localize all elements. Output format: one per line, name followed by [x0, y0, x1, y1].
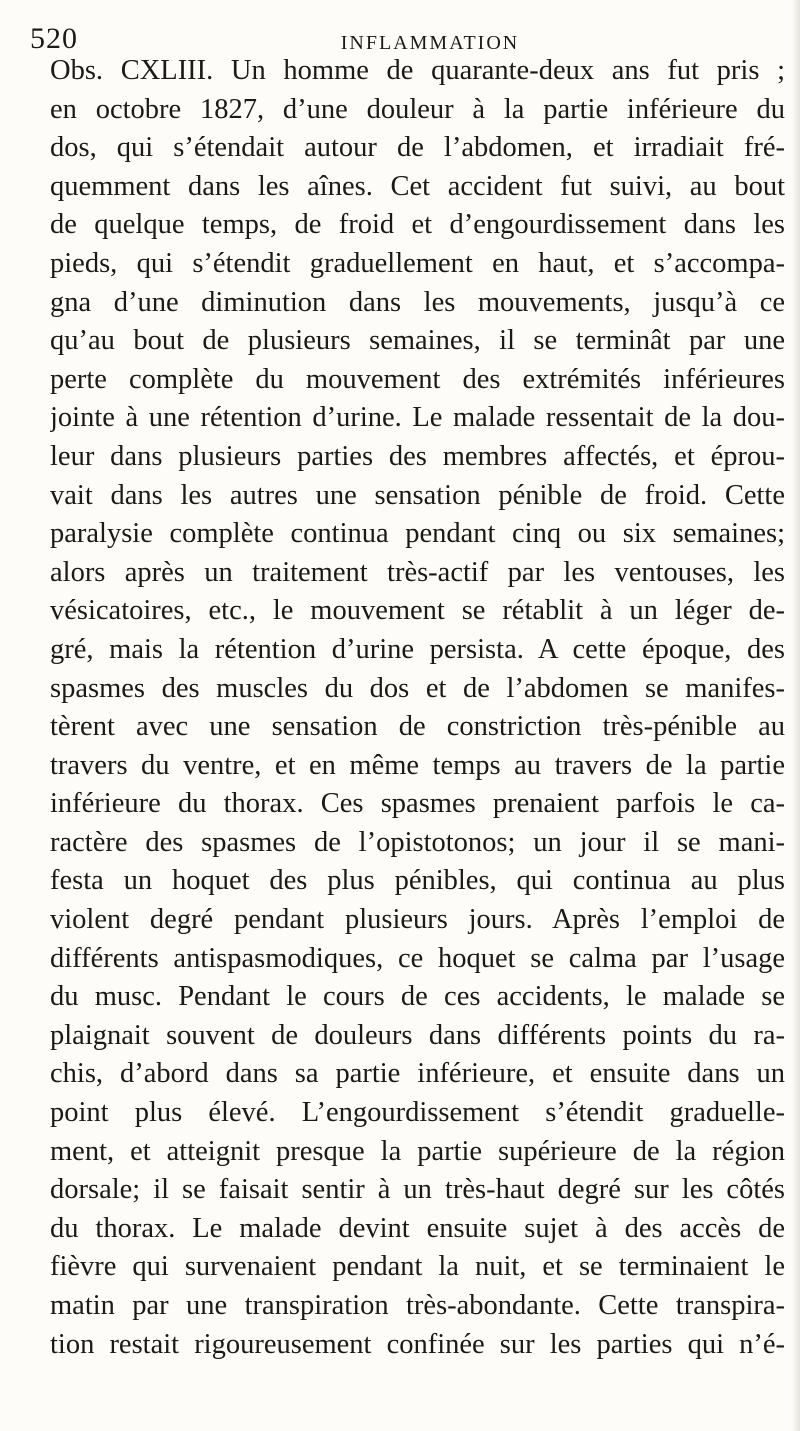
text-line: leur dans plusieurs parties des membres affectés, et éprou- [50, 440, 785, 472]
text-line: matin par une transpiration très-abondante. Cette transpira- [50, 1290, 785, 1321]
page-number: 520 [30, 22, 78, 55]
text-line: plaignait souvent de douleurs dans différents points du ra- [50, 1019, 785, 1051]
text-line: tèrent avec une sensation de constriction très-pénible au [50, 711, 785, 743]
text-line: gré, mais la rétention d’urine persista. A cette époque, des [50, 633, 785, 665]
text-line: Obs. CXLIII. Un homme de quarante-deux ans fut pris ; [50, 55, 785, 86]
text-line: spasmes des muscles du dos et de l’abdomen se manifes- [50, 672, 785, 704]
body-text [50, 52, 785, 1364]
text-line: tion restait rigoureusement confinée sur les parties qui n’é- [50, 1328, 785, 1360]
text-line: de quelque temps, de froid et d’engourdissement dans les [50, 209, 785, 241]
text-line: festa un hoquet des plus pénibles, qui continua au plus [50, 865, 785, 897]
text-line: chis, d’abord dans sa partie inférieure, et ensuite dans un [50, 1058, 785, 1090]
text-line: vait dans les autres une sensation pénible de froid. Cette [50, 479, 785, 511]
text-line: différents antispasmodiques, ce hoquet se calma par l’usage [50, 942, 785, 974]
text-line: alors après un traitement très-actif par les ventouses, les [50, 556, 785, 588]
text-line: inférieure du thorax. Ces spasmes prenaient parfois le ca- [50, 788, 785, 820]
text-line: fièvre qui survenaient pendant la nuit, et se terminaient le [50, 1251, 785, 1283]
text-line: travers du ventre, et en même temps au travers de la partie [50, 749, 785, 781]
page-edge-shadow [792, 0, 800, 1431]
text-line: pieds, qui s’étendit graduellement en haut, et s’accompa- [50, 247, 785, 279]
text-line: dos, qui s’étendait autour de l’abdomen, et irradiait fré- [50, 132, 785, 164]
text-line: paralysie complète continua pendant cinq ou six semaines; [50, 518, 785, 550]
text-line: ractère des spasmes de l’opistotonos; un jour il se mani- [50, 826, 785, 858]
text-line: du musc. Pendant le cours de ces accidents, le malade se [50, 981, 785, 1013]
text-line: gna d’une diminution dans les mouvements, jusqu’à ce [50, 286, 785, 318]
text-line: dorsale; il se faisait sentir à un très-haut degré sur les côtés [50, 1174, 785, 1206]
text-line: point plus élevé. L’engourdissement s’étendit graduelle- [50, 1097, 785, 1129]
text-line: perte complète du mouvement des extrémités inférieures [50, 363, 785, 395]
text-line: ment, et atteignit presque la partie supérieure de la région [50, 1135, 785, 1167]
running-head: INFLAMMATION [340, 32, 520, 54]
text-line: du thorax. Le malade devint ensuite sujet à des accès de [50, 1212, 785, 1244]
text-line: vésicatoires, etc., le mouvement se rétablit à un léger de- [50, 595, 785, 627]
text-line: quemment dans les aînes. Cet accident fut suivi, au bout [50, 170, 785, 202]
text-line: en octobre 1827, d’une douleur à la partie inférieure du [50, 93, 785, 125]
text-line: violent degré pendant plusieurs jours. Après l’emploi de [50, 904, 785, 936]
text-line: jointe à une rétention d’urine. Le malade ressentait de la dou- [50, 402, 785, 434]
text-line: qu’au bout de plusieurs semaines, il se terminât par une [50, 325, 785, 357]
